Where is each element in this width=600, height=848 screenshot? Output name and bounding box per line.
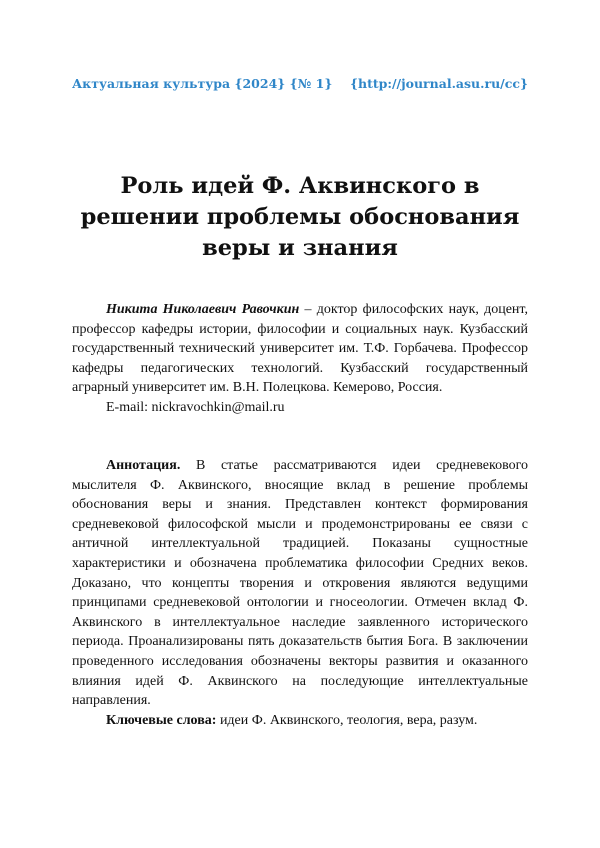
abstract-block bbox=[72, 456, 528, 730]
keywords-label: Ключевые слова: bbox=[106, 712, 217, 728]
author-name: Никита Николаевич Равочкин bbox=[106, 302, 300, 317]
title-line-1: Роль идей Ф. Аквинского в bbox=[120, 173, 480, 199]
keywords-text: идеи Ф. Аквинского, теология, вера, разум. bbox=[216, 712, 478, 728]
abstract-label: Аннотация. bbox=[106, 458, 181, 473]
article-title bbox=[72, 171, 528, 264]
journal-url[interactable]: {http://journal.asu.ru/cc} bbox=[349, 76, 528, 91]
author-info: – доктор философских наук, доцент, профессор кафедры истории, философии и социальных наук. Кузбасский государственный технический университет им. Т.Ф. Горбачева. Профессор кафедры педагогических технологий. Кузбасский государственный аграрный университет им. В.Н. Полецкова. Кемерово, Россия. bbox=[72, 302, 528, 396]
running-header bbox=[72, 76, 528, 91]
keywords-paragraph bbox=[72, 711, 528, 731]
title-line-2: решении проблемы обоснования bbox=[80, 204, 520, 230]
abstract-text: В статье рассматриваются идеи средневекового мыслителя Ф. Аквинского, вносящие вклад в решение проблемы обоснования веры и знания. Представлен контекст формирования средневековой философской мысли и продемонстрированы ее связи с античной интеллектуальной традицией. Показаны сущностные характеристики и обозначена проблематика философии Средних веков. Доказано, что концепты творения и откровения являются ведущими принципами средневековой онтологии и гносеологии. Отмечен вклад Ф. Аквинского в интеллектуальное наследие заявленного исторического периода. Проанализированы пять доказательств бытия Бога. В заключении проведенного исследования обозначены векторы развития и оказанного влияния идей Ф. Аквинского на последующие интеллектуальные направления. bbox=[72, 458, 528, 709]
title-line-3: веры и знания bbox=[202, 235, 398, 261]
author-paragraph bbox=[72, 300, 528, 398]
abstract-paragraph bbox=[72, 456, 528, 711]
author-block bbox=[72, 300, 528, 418]
journal-name: Актуальная культура {2024} {№ 1} bbox=[72, 76, 333, 91]
author-email[interactable]: E-mail: nickravochkin@mail.ru bbox=[106, 399, 285, 415]
